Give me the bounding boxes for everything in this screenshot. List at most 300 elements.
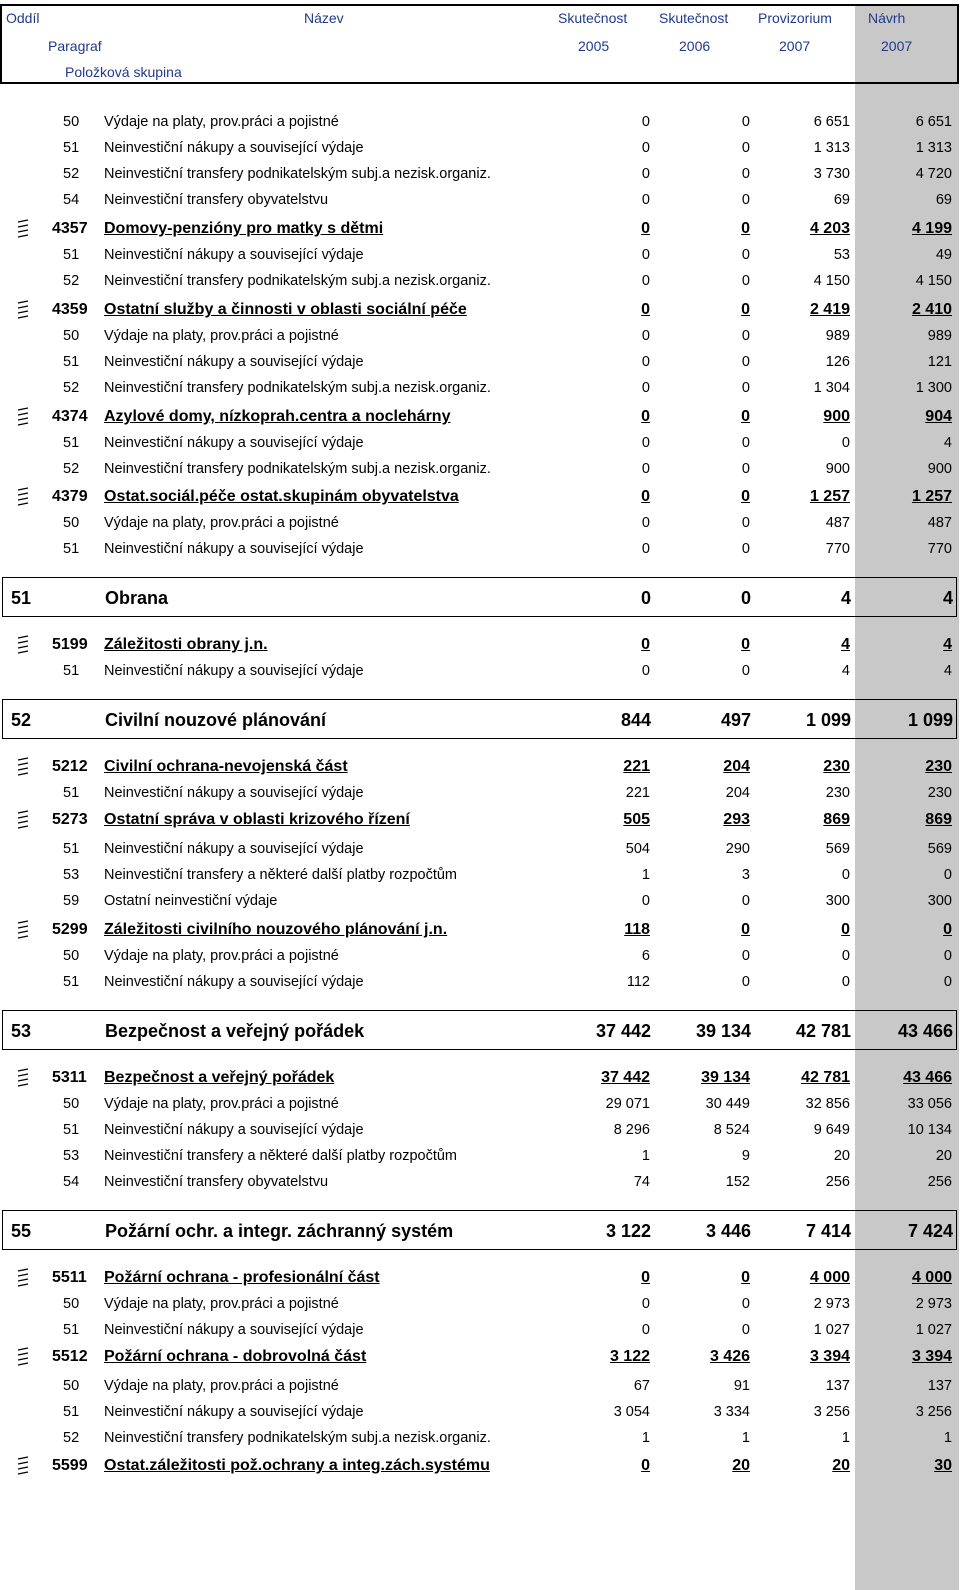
value-skutecnost-2006: 39 134: [695, 1021, 751, 1041]
value-provizorium-2007: 3 730: [813, 166, 850, 182]
value-navrh-2007: 0: [943, 867, 952, 883]
value-skutecnost-2005: 0: [641, 1322, 650, 1338]
row-code: 50: [63, 1296, 80, 1312]
value-navrh-2007: 2 973: [915, 1296, 952, 1312]
value-provizorium-2007: 4: [840, 588, 851, 608]
value-skutecnost-2006: 0: [741, 515, 750, 531]
row-name: Ostat.záležitosti pož.ochrany a integ.zách.systému: [104, 1457, 490, 1474]
value-provizorium-2007: 1 257: [809, 488, 850, 505]
paragraph-row: [0, 1065, 960, 1091]
row-code: 5212: [52, 758, 88, 775]
value-skutecnost-2006: 0: [741, 114, 750, 130]
value-skutecnost-2006: 39 134: [701, 1069, 750, 1086]
value-provizorium-2007: 4: [841, 663, 850, 679]
row-code: 50: [63, 515, 80, 531]
section-sign-icon: [16, 407, 30, 427]
value-provizorium-2007: 0: [841, 948, 850, 964]
item-row: [0, 1425, 960, 1451]
value-navrh-2007: 4 199: [911, 220, 952, 237]
row-code: 51: [63, 974, 80, 990]
item-row: [0, 943, 960, 969]
value-skutecnost-2005: 0: [641, 166, 650, 182]
value-provizorium-2007: 4: [841, 636, 850, 653]
section-sign-icon: [16, 219, 30, 239]
row-code: 51: [11, 588, 32, 608]
value-provizorium-2007: 0: [841, 867, 850, 883]
value-skutecnost-2006: 152: [725, 1174, 750, 1190]
row-code: 52: [11, 710, 32, 730]
row-code: 52: [63, 380, 80, 396]
value-navrh-2007: 230: [927, 785, 952, 801]
value-skutecnost-2006: 8 524: [713, 1122, 750, 1138]
value-provizorium-2007: 32 856: [805, 1096, 850, 1112]
header-polozkova-skupina: Položková skupina: [65, 64, 182, 80]
value-skutecnost-2005: 1: [641, 867, 650, 883]
row-name: Azylové domy, nízkoprah.centra a noclehárny: [104, 408, 451, 425]
row-name: Neinvestiční nákupy a související výdaje: [104, 247, 364, 263]
value-skutecnost-2005: 112: [626, 974, 650, 990]
row-name: Neinvestiční transfery obyvatelstvu: [104, 1174, 329, 1190]
row-name: Výdaje na platy, prov.práci a pojistné: [104, 515, 339, 531]
value-skutecnost-2005: 3 122: [605, 1221, 651, 1241]
value-skutecnost-2006: 0: [741, 247, 750, 263]
value-provizorium-2007: 42 781: [795, 1021, 851, 1041]
row-code: 51: [63, 247, 80, 263]
value-skutecnost-2005: 0: [641, 488, 650, 505]
value-provizorium-2007: 4 203: [809, 220, 850, 237]
value-navrh-2007: 900: [927, 461, 952, 477]
item-row: [0, 323, 960, 349]
value-skutecnost-2005: 0: [641, 301, 650, 318]
value-skutecnost-2006: 30 449: [705, 1096, 750, 1112]
value-provizorium-2007: 869: [823, 811, 850, 828]
value-navrh-2007: 869: [925, 811, 952, 828]
value-navrh-2007: 770: [927, 541, 952, 557]
value-skutecnost-2006: 3 334: [713, 1404, 750, 1420]
value-navrh-2007: 1 027: [915, 1322, 952, 1338]
section-sign-icon: [16, 1268, 30, 1288]
item-row: [0, 1399, 960, 1425]
value-skutecnost-2006: 204: [723, 758, 750, 775]
row-code: 54: [63, 1174, 80, 1190]
item-row: [0, 1317, 960, 1343]
row-code: 52: [63, 166, 80, 182]
value-skutecnost-2005: 0: [641, 461, 650, 477]
value-provizorium-2007: 1 304: [813, 380, 850, 396]
section-sign-icon: [16, 487, 30, 507]
row-code: 51: [63, 354, 80, 370]
header-oddil: Oddíl: [6, 10, 40, 26]
value-skutecnost-2006: 204: [725, 785, 750, 801]
paragraph-row: [0, 807, 960, 833]
row-code: 5299: [52, 921, 88, 938]
section-sign-icon: [16, 810, 30, 830]
value-skutecnost-2006: 0: [741, 192, 750, 208]
item-row: [0, 1091, 960, 1117]
value-provizorium-2007: 2 973: [813, 1296, 850, 1312]
value-skutecnost-2006: 0: [741, 461, 750, 477]
value-navrh-2007: 2 410: [911, 301, 952, 318]
value-skutecnost-2006: 0: [741, 301, 750, 318]
row-name: Neinvestiční transfery podnikatelským subj.a nezisk.organiz.: [104, 166, 491, 182]
value-skutecnost-2005: 0: [641, 541, 650, 557]
header-year-2006: 2006: [679, 38, 711, 54]
section-row: [2, 699, 957, 739]
row-name: Ostatní neinvestiční výdaje: [104, 893, 278, 909]
row-name: Neinvestiční nákupy a související výdaje: [104, 1404, 364, 1420]
row-name: Neinvestiční transfery podnikatelským subj.a nezisk.organiz.: [104, 273, 491, 289]
row-name: Bezpečnost a veřejný pořádek: [104, 1069, 335, 1086]
value-provizorium-2007: 4 150: [813, 273, 850, 289]
header-year-2005: 2005: [578, 38, 610, 54]
row-name: Ostat.sociál.péče ostat.skupinám obyvatelstva: [104, 488, 459, 505]
item-row: [0, 510, 960, 536]
row-name: Výdaje na platy, prov.práci a pojistné: [104, 328, 339, 344]
value-navrh-2007: 487: [927, 515, 952, 531]
item-row: [0, 161, 960, 187]
section-row: [2, 1210, 957, 1250]
value-navrh-2007: 137: [927, 1378, 952, 1394]
value-provizorium-2007: 900: [825, 461, 850, 477]
row-name: Neinvestiční nákupy a související výdaje: [104, 435, 364, 451]
value-skutecnost-2006: 0: [741, 974, 750, 990]
value-skutecnost-2005: 0: [641, 247, 650, 263]
value-skutecnost-2006: 3 426: [709, 1348, 750, 1365]
row-name: Neinvestiční transfery podnikatelským subj.a nezisk.organiz.: [104, 461, 491, 477]
value-skutecnost-2005: 505: [623, 811, 650, 828]
value-skutecnost-2005: 0: [641, 273, 650, 289]
value-navrh-2007: 121: [927, 354, 952, 370]
paragraph-row: [0, 404, 960, 430]
row-code: 50: [63, 328, 80, 344]
row-code: 5511: [52, 1269, 87, 1286]
value-navrh-2007: 300: [927, 893, 952, 909]
row-name: Výdaje na platy, prov.práci a pojistné: [104, 1378, 339, 1394]
value-navrh-2007: 3 394: [911, 1348, 952, 1365]
row-name: Ostatní správa v oblasti krizového řízení: [104, 811, 410, 828]
row-name: Neinvestiční nákupy a související výdaje: [104, 140, 364, 156]
value-skutecnost-2006: 0: [741, 488, 750, 505]
header-paragraf: Paragraf: [48, 38, 102, 54]
header-year-2007-navrh: 2007: [881, 38, 913, 54]
value-skutecnost-2005: 0: [641, 663, 650, 679]
row-name: Ostatní služby a činnosti v oblasti sociální péče: [104, 301, 467, 318]
value-provizorium-2007: 487: [825, 515, 850, 531]
section-sign-icon: [16, 920, 30, 940]
value-provizorium-2007: 137: [825, 1378, 850, 1394]
row-name: Neinvestiční nákupy a související výdaje: [104, 1322, 364, 1338]
value-provizorium-2007: 53: [833, 247, 850, 263]
value-provizorium-2007: 1 313: [813, 140, 850, 156]
value-skutecnost-2006: 9: [741, 1148, 750, 1164]
value-skutecnost-2005: 0: [641, 140, 650, 156]
row-code: 52: [63, 273, 80, 289]
section-sign-icon: [16, 1347, 30, 1367]
item-row: [0, 780, 960, 806]
value-provizorium-2007: 6 651: [813, 114, 850, 130]
value-skutecnost-2005: 1: [641, 1430, 650, 1446]
header-skutecnost-2006: Skutečnost: [659, 10, 729, 26]
item-row: [0, 1117, 960, 1143]
header-nazev: Název: [304, 10, 344, 26]
value-skutecnost-2005: 0: [641, 192, 650, 208]
row-name: Požární ochr. a integr. záchranný systém: [105, 1221, 454, 1241]
section-row: [2, 1010, 957, 1050]
value-provizorium-2007: 770: [825, 541, 850, 557]
value-navrh-2007: 230: [925, 758, 952, 775]
value-skutecnost-2005: 0: [641, 408, 650, 425]
section-sign-icon: [16, 1456, 30, 1476]
value-skutecnost-2006: 0: [741, 408, 750, 425]
row-name: Neinvestiční nákupy a související výdaje: [104, 354, 364, 370]
value-skutecnost-2006: 3 446: [705, 1221, 751, 1241]
item-row: [0, 888, 960, 914]
item-row: [0, 536, 960, 562]
value-provizorium-2007: 230: [823, 758, 850, 775]
value-provizorium-2007: 0: [841, 435, 850, 451]
value-skutecnost-2006: 0: [741, 948, 750, 964]
row-code: 5273: [52, 811, 88, 828]
item-row: [0, 109, 960, 135]
value-skutecnost-2005: 0: [641, 636, 650, 653]
item-row: [0, 1373, 960, 1399]
value-navrh-2007: 1 313: [915, 140, 952, 156]
value-navrh-2007: 904: [925, 408, 952, 425]
value-skutecnost-2005: 844: [620, 710, 651, 730]
value-skutecnost-2005: 221: [625, 785, 650, 801]
value-skutecnost-2005: 1: [641, 1148, 650, 1164]
row-code: 4359: [52, 301, 88, 318]
value-skutecnost-2006: 0: [741, 1269, 750, 1286]
section-row: [2, 577, 957, 617]
value-skutecnost-2006: 0: [741, 1322, 750, 1338]
value-provizorium-2007: 69: [833, 192, 850, 208]
value-skutecnost-2006: 0: [741, 354, 750, 370]
row-name: Neinvestiční nákupy a související výdaje: [104, 785, 364, 801]
item-row: [0, 862, 960, 888]
row-code: 5311: [52, 1069, 87, 1086]
value-skutecnost-2006: 0: [741, 541, 750, 557]
row-code: 51: [63, 841, 80, 857]
value-navrh-2007: 69: [935, 192, 952, 208]
value-skutecnost-2006: 0: [741, 636, 750, 653]
row-name: Výdaje na platy, prov.práci a pojistné: [104, 1096, 339, 1112]
row-code: 51: [63, 1322, 80, 1338]
value-provizorium-2007: 230: [825, 785, 850, 801]
paragraph-row: [0, 917, 960, 943]
value-provizorium-2007: 256: [825, 1174, 850, 1190]
value-skutecnost-2005: 0: [641, 380, 650, 396]
item-row: [0, 1143, 960, 1169]
item-row: [0, 268, 960, 294]
value-provizorium-2007: 2 419: [809, 301, 850, 318]
value-skutecnost-2005: 0: [641, 1457, 650, 1474]
value-skutecnost-2005: 0: [641, 328, 650, 344]
row-code: 50: [63, 114, 80, 130]
value-skutecnost-2006: 91: [733, 1378, 750, 1394]
value-skutecnost-2006: 0: [741, 328, 750, 344]
row-code: 4374: [52, 408, 88, 425]
value-skutecnost-2005: 0: [641, 435, 650, 451]
value-provizorium-2007: 20: [832, 1457, 850, 1474]
value-skutecnost-2006: 0: [741, 273, 750, 289]
value-provizorium-2007: 900: [823, 408, 850, 425]
value-provizorium-2007: 4 000: [809, 1269, 850, 1286]
row-name: Neinvestiční nákupy a související výdaje: [104, 841, 364, 857]
row-code: 4357: [52, 220, 88, 237]
row-name: Neinvestiční nákupy a související výdaje: [104, 541, 364, 557]
row-code: 50: [63, 948, 80, 964]
value-skutecnost-2005: 37 442: [601, 1069, 650, 1086]
value-navrh-2007: 0: [943, 948, 952, 964]
value-navrh-2007: 569: [927, 841, 952, 857]
value-skutecnost-2006: 1: [741, 1430, 750, 1446]
row-code: 51: [63, 663, 80, 679]
value-skutecnost-2006: 0: [741, 893, 750, 909]
row-name: Záležitosti civilního nouzového plánování j.n.: [104, 921, 448, 938]
value-navrh-2007: 6 651: [915, 114, 952, 130]
value-navrh-2007: 0: [943, 921, 952, 938]
section-sign-icon: [16, 635, 30, 655]
row-name: Neinvestiční nákupy a související výdaje: [104, 974, 364, 990]
value-skutecnost-2005: 118: [624, 921, 650, 938]
row-code: 59: [63, 893, 80, 909]
header-provizorium: Provizorium: [758, 10, 832, 26]
paragraph-row: [0, 632, 960, 658]
value-navrh-2007: 43 466: [897, 1021, 953, 1041]
value-provizorium-2007: 3 394: [809, 1348, 850, 1365]
value-navrh-2007: 4: [942, 588, 953, 608]
value-navrh-2007: 4 720: [915, 166, 952, 182]
paragraph-row: [0, 484, 960, 510]
item-row: [0, 836, 960, 862]
value-skutecnost-2005: 0: [641, 893, 650, 909]
row-code: 50: [63, 1096, 80, 1112]
header-year-2007-prov: 2007: [779, 38, 811, 54]
value-provizorium-2007: 126: [825, 354, 850, 370]
row-code: 51: [63, 541, 80, 557]
value-skutecnost-2005: 0: [640, 588, 651, 608]
value-navrh-2007: 33 056: [907, 1096, 952, 1112]
value-skutecnost-2006: 0: [741, 435, 750, 451]
value-navrh-2007: 1: [943, 1430, 952, 1446]
row-code: 51: [63, 1122, 80, 1138]
value-navrh-2007: 0: [943, 974, 952, 990]
item-row: [0, 658, 960, 684]
row-code: 54: [63, 192, 80, 208]
value-skutecnost-2006: 0: [741, 1296, 750, 1312]
value-provizorium-2007: 42 781: [801, 1069, 850, 1086]
item-row: [0, 349, 960, 375]
value-skutecnost-2006: 0: [741, 380, 750, 396]
value-navrh-2007: 4 150: [915, 273, 952, 289]
item-row: [0, 1169, 960, 1195]
row-name: Neinvestiční transfery a některé další platby rozpočtům: [104, 1148, 457, 1164]
item-row: [0, 456, 960, 482]
value-skutecnost-2005: 504: [625, 841, 650, 857]
row-name: Neinvestiční transfery podnikatelským subj.a nezisk.organiz.: [104, 380, 491, 396]
value-skutecnost-2006: 0: [741, 166, 750, 182]
value-skutecnost-2005: 74: [633, 1174, 650, 1190]
value-skutecnost-2005: 0: [641, 515, 650, 531]
value-skutecnost-2005: 0: [641, 1269, 650, 1286]
paragraph-row: [0, 1265, 960, 1291]
row-name: Civilní nouzové plánování: [105, 710, 327, 730]
value-skutecnost-2006: 0: [741, 663, 750, 679]
row-code: 52: [63, 1430, 80, 1446]
section-sign-icon: [16, 300, 30, 320]
value-navrh-2007: 256: [927, 1174, 952, 1190]
header-navrh: Návrh: [868, 10, 906, 26]
row-code: 5512: [52, 1348, 88, 1365]
value-navrh-2007: 7 424: [907, 1221, 953, 1241]
value-skutecnost-2005: 221: [623, 758, 650, 775]
row-code: 53: [63, 867, 80, 883]
value-skutecnost-2006: 497: [720, 710, 751, 730]
value-provizorium-2007: 989: [825, 328, 850, 344]
row-name: Neinvestiční nákupy a související výdaje: [104, 1122, 364, 1138]
value-navrh-2007: 4: [943, 435, 952, 451]
row-code: 51: [63, 785, 80, 801]
value-provizorium-2007: 1 099: [805, 710, 851, 730]
paragraph-row: [0, 1344, 960, 1370]
row-name: Civilní ochrana-nevojenská část: [104, 758, 348, 775]
value-skutecnost-2006: 20: [732, 1457, 750, 1474]
value-provizorium-2007: 9 649: [813, 1122, 850, 1138]
section-sign-icon: [16, 1068, 30, 1088]
row-code: 53: [11, 1021, 32, 1041]
row-name: Záležitosti obrany j.n.: [104, 636, 268, 653]
row-name: Neinvestiční transfery obyvatelstvu: [104, 192, 329, 208]
value-skutecnost-2006: 3: [741, 867, 750, 883]
paragraph-row: [0, 297, 960, 323]
row-code: 4379: [52, 488, 88, 505]
value-provizorium-2007: 0: [841, 921, 850, 938]
row-name: Neinvestiční transfery podnikatelským subj.a nezisk.organiz.: [104, 1430, 491, 1446]
value-navrh-2007: 989: [927, 328, 952, 344]
item-row: [0, 135, 960, 161]
value-navrh-2007: 10 134: [907, 1122, 952, 1138]
value-navrh-2007: 3 256: [915, 1404, 952, 1420]
value-skutecnost-2006: 0: [741, 921, 750, 938]
row-name: Neinvestiční transfery a některé další platby rozpočtům: [104, 867, 457, 883]
row-name: Neinvestiční nákupy a související výdaje: [104, 663, 364, 679]
row-name: Bezpečnost a veřejný pořádek: [105, 1021, 365, 1041]
value-skutecnost-2005: 6: [641, 948, 650, 964]
row-code: 50: [63, 1378, 80, 1394]
value-provizorium-2007: 1 027: [813, 1322, 850, 1338]
row-name: Výdaje na platy, prov.práci a pojistné: [104, 1296, 339, 1312]
value-navrh-2007: 4: [943, 663, 952, 679]
value-skutecnost-2005: 3 054: [613, 1404, 650, 1420]
row-code: 51: [63, 435, 80, 451]
item-row: [0, 969, 960, 995]
value-skutecnost-2005: 0: [641, 354, 650, 370]
row-code: 51: [63, 1404, 80, 1420]
value-provizorium-2007: 3 256: [813, 1404, 850, 1420]
value-navrh-2007: 1 257: [911, 488, 952, 505]
row-name: Domovy-penzióny pro matky s dětmi: [104, 220, 384, 237]
row-code: 5599: [52, 1457, 88, 1474]
value-navrh-2007: 4 000: [911, 1269, 952, 1286]
item-row: [0, 242, 960, 268]
row-name: Výdaje na platy, prov.práci a pojistné: [104, 948, 339, 964]
value-skutecnost-2005: 8 296: [613, 1122, 650, 1138]
row-name: Výdaje na platy, prov.práci a pojistné: [104, 114, 339, 130]
value-skutecnost-2006: 290: [725, 841, 750, 857]
item-row: [0, 1291, 960, 1317]
value-navrh-2007: 30: [934, 1457, 952, 1474]
